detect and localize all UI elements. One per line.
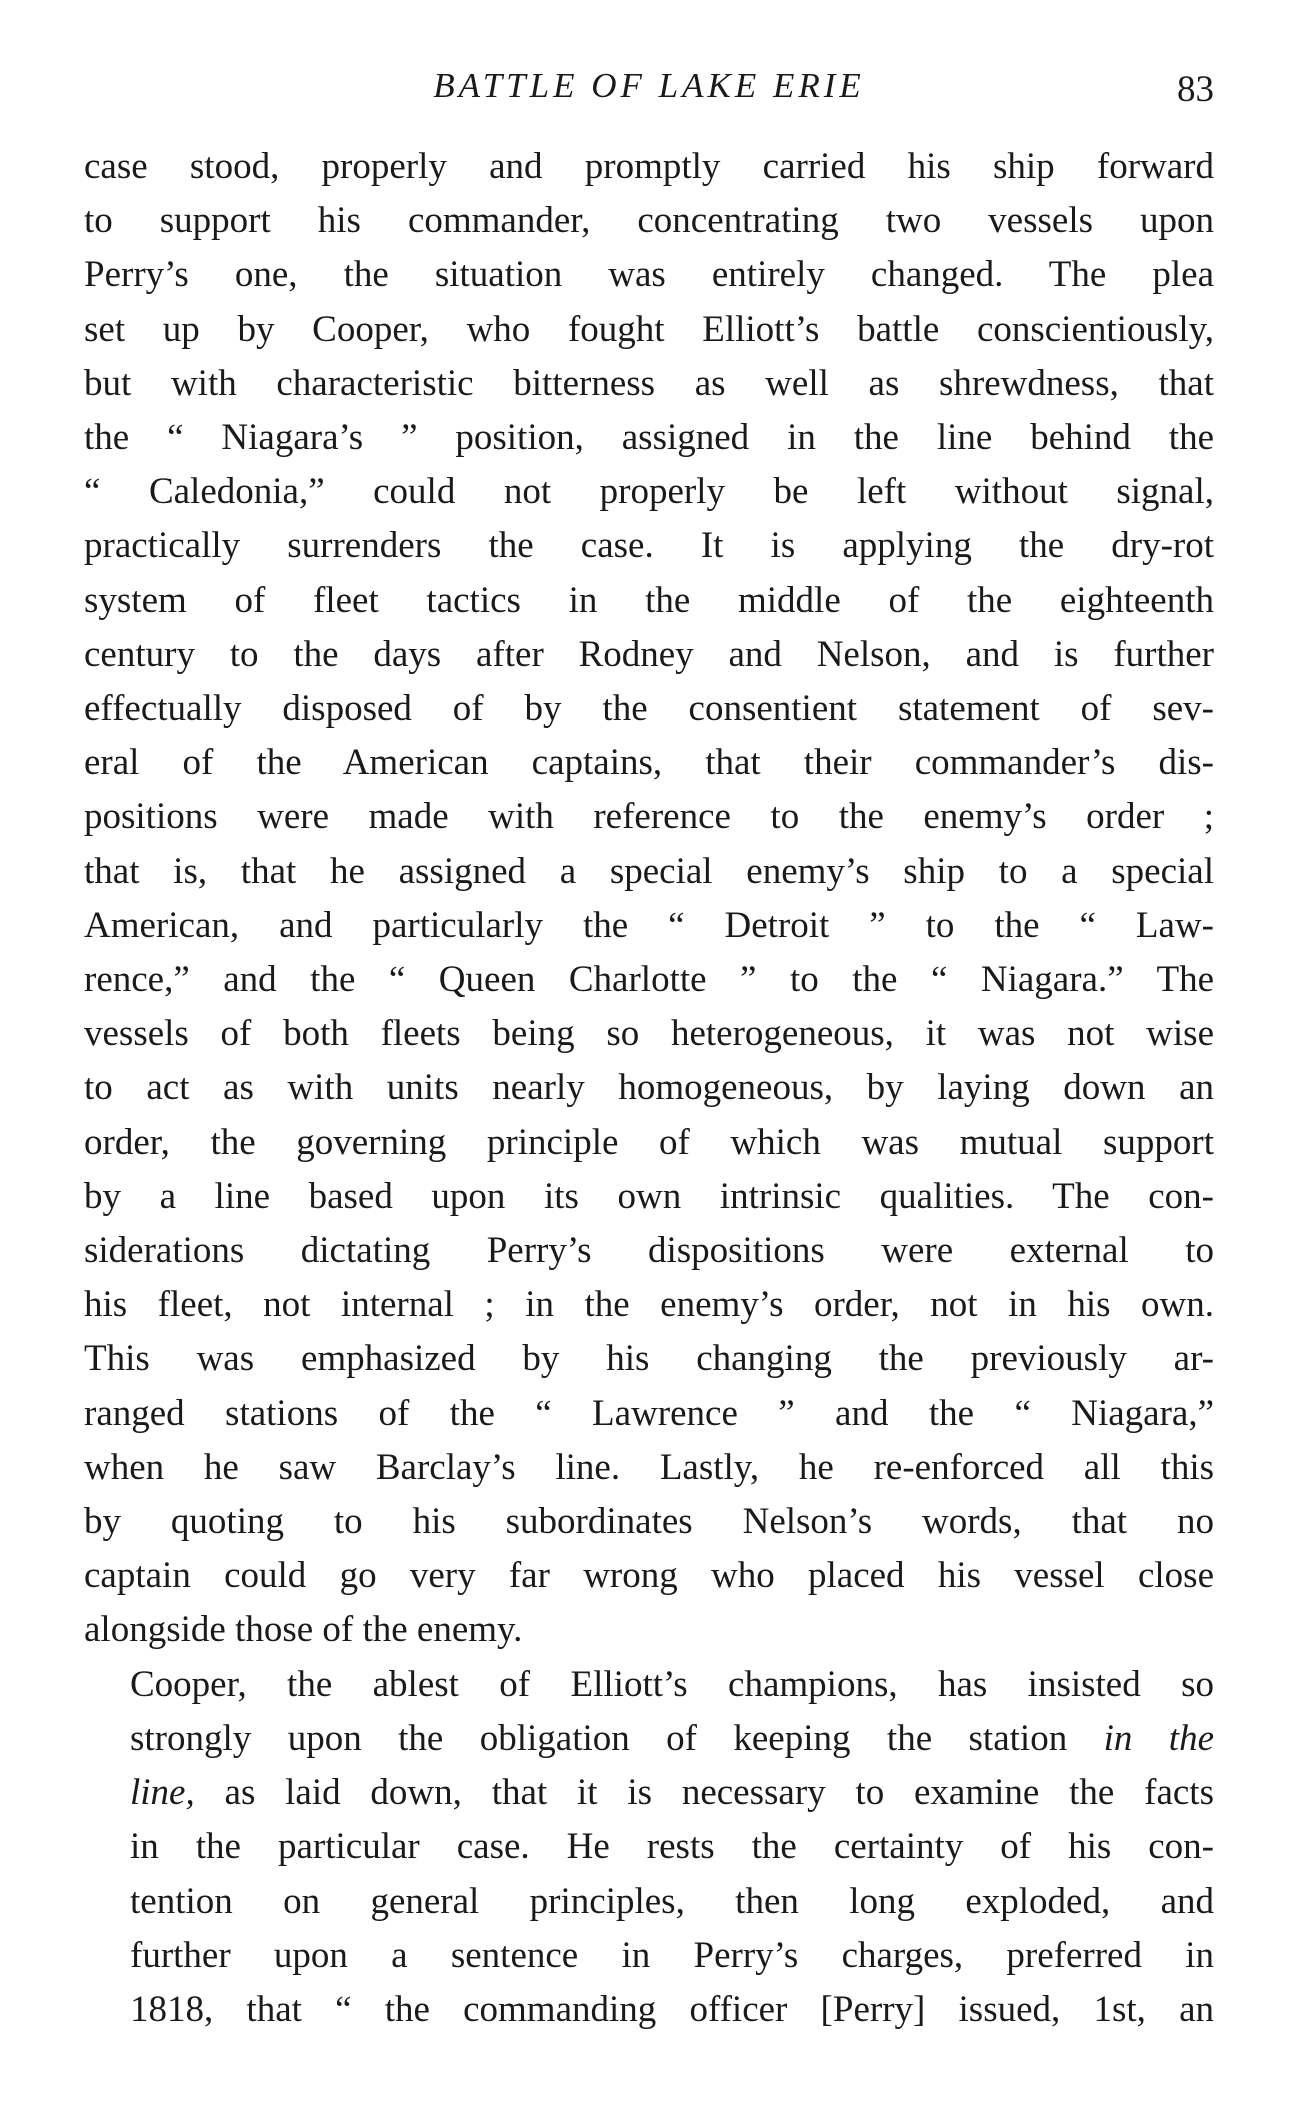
text-line: but with characteristic bitterness as well as shrewdness, that	[84, 362, 1214, 404]
body-text	[84, 140, 1214, 2037]
text-line: Perry’s one, the situation was entirely changed. The plea	[84, 254, 1214, 296]
text-line: to support his commander, concentrating two vessels upon	[84, 200, 1214, 242]
text-line: rence,” and the “ Queen Charlotte ” to the “ Niagara.” The	[84, 959, 1214, 1001]
text-line: This was emphasized by his changing the previously ar-	[84, 1338, 1214, 1380]
text-line: the “ Niagara’s ” position, assigned in the line behind the	[84, 417, 1214, 459]
text-line: century to the days after Rodney and Nelson, and is further	[84, 633, 1214, 675]
italic-phrase: line,	[130, 1772, 195, 1814]
text-line: by quoting to his subordinates Nelson’s words, that no	[84, 1501, 1214, 1543]
text-line: in the particular case. He rests the certainty of his con-	[130, 1826, 1214, 1868]
text-line: to act as with units nearly homogeneous, by laying down an	[84, 1067, 1214, 1109]
text-line: case stood, properly and promptly carried his ship forward	[84, 146, 1214, 187]
text-line: Cooper, the ablest of Elliott’s champions, has insisted so	[130, 1663, 1214, 1705]
text-segment: strongly upon the obligation of keeping the station	[130, 1717, 1104, 1759]
paragraph-2	[84, 1658, 1214, 2037]
running-title: BATTLE OF LAKE ERIE	[433, 66, 865, 105]
text-line: his fleet, not internal ; in the enemy’s order, not in his own.	[84, 1284, 1214, 1326]
text-segment: as laid down, that it is necessary to examine the facts	[194, 1772, 1214, 1814]
text-line: alongside those of the enemy.	[84, 1609, 523, 1651]
text-line: that is, that he assigned a special enemy’s ship to a special	[84, 850, 1214, 892]
paragraph-1	[84, 140, 1214, 1658]
book-page	[84, 60, 1214, 2037]
text-line: set up by Cooper, who fought Elliott’s battle conscientiously,	[84, 308, 1214, 350]
italic-phrase: in the	[1103, 1717, 1214, 1759]
text-line: 1818, that “ the commanding officer [Perry] issued, 1st, an	[130, 1988, 1214, 2030]
page-number: 83	[1177, 69, 1214, 110]
text-line: by a line based upon its own intrinsic qualities. The con-	[84, 1175, 1214, 1217]
text-line: vessels of both fleets being so heterogeneous, it was not wise	[84, 1013, 1214, 1055]
text-line: “ Caledonia,” could not properly be left without signal,	[84, 471, 1214, 513]
text-line	[84, 1766, 1214, 1820]
text-line: practically surrenders the case. It is applying the dry-rot	[84, 525, 1214, 567]
text-line: positions were made with reference to the enemy’s order ;	[84, 796, 1214, 838]
text-line: siderations dictating Perry’s dispositions were external to	[84, 1230, 1214, 1272]
text-line: system of fleet tactics in the middle of the eighteenth	[84, 579, 1214, 621]
text-line: further upon a sentence in Perry’s charges, preferred in	[130, 1934, 1214, 1976]
text-line: ranged stations of the “ Lawrence ” and the “ Niagara,”	[84, 1392, 1214, 1434]
text-line: American, and particularly the “ Detroit ” to the “ Law-	[84, 904, 1214, 946]
text-line	[84, 1712, 1214, 1766]
page-header	[84, 60, 1214, 110]
text-line: captain could go very far wrong who placed his vessel close	[84, 1555, 1214, 1597]
text-line: eral of the American captains, that their commander’s dis-	[84, 742, 1214, 784]
text-line: when he saw Barclay’s line. Lastly, he re-enforced all this	[84, 1446, 1214, 1488]
text-line: effectually disposed of by the consentient statement of sev-	[84, 688, 1214, 730]
text-line: order, the governing principle of which was mutual support	[84, 1121, 1214, 1163]
text-line: tention on general principles, then long exploded, and	[130, 1880, 1214, 1922]
